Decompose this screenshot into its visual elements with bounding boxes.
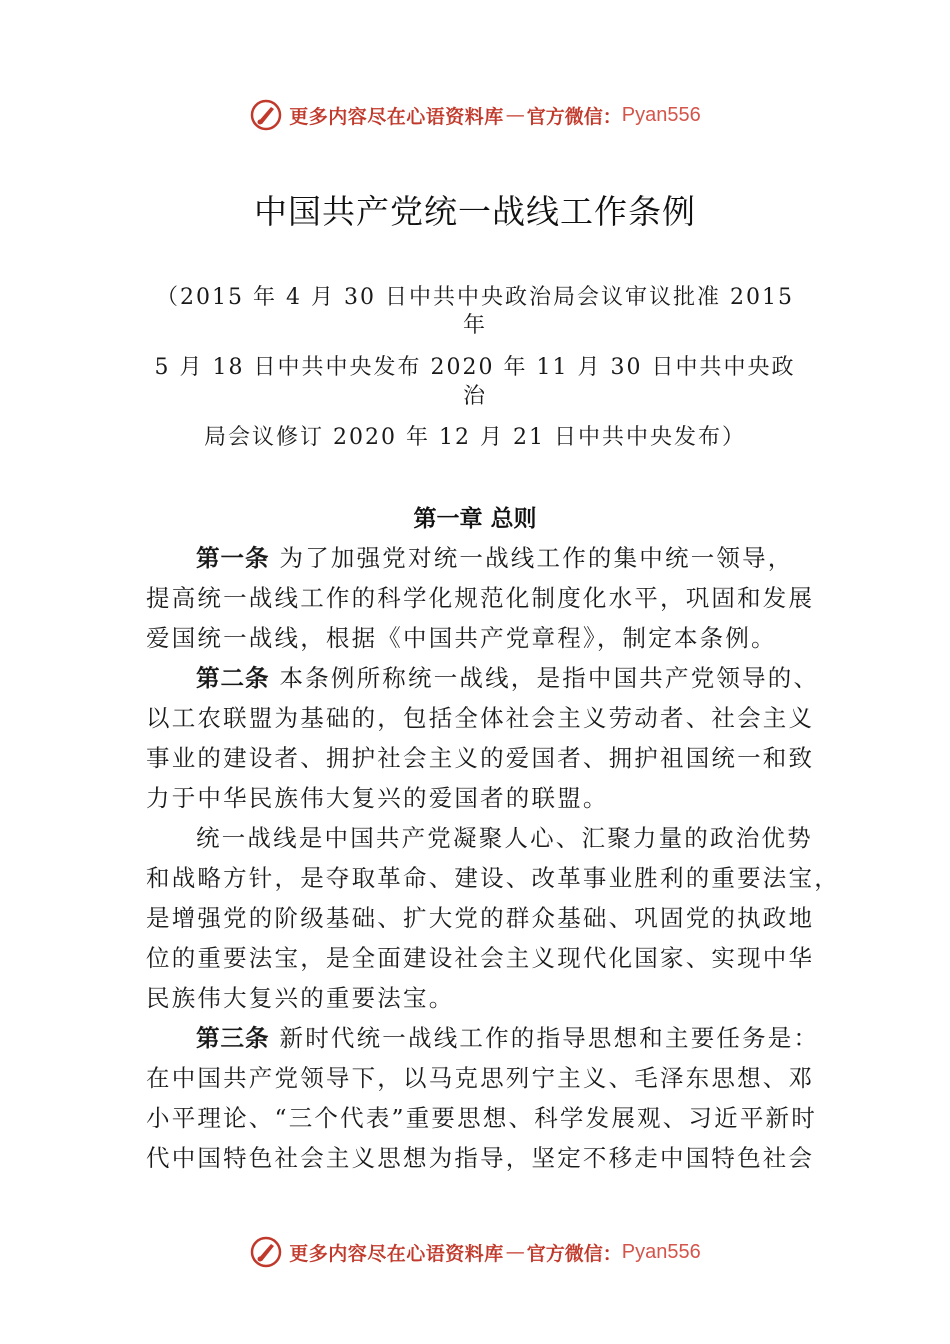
header-watermark [0, 95, 950, 135]
paragraph-line: 是增强党的阶级基础、扩大党的群众基础、巩固党的执政地 [146, 904, 815, 932]
paragraph-line [146, 538, 816, 578]
meta-line-1: （2015 年 4 月 30 日中共中央政治局会议审议批准 2015 [156, 285, 794, 310]
meta-line-5: 局会议修订 2020 年 12 月 21 日中共中央发布） [204, 425, 746, 450]
meta-line-3: 5 月 18 日中共中央发布 2020 年 11 月 30 日中共中央政 [154, 355, 796, 380]
line-text: 新时代统一战线工作的指导思想和主要任务是： [279, 1024, 820, 1052]
article-label: 第三条 [196, 1024, 270, 1052]
brush-logo-icon [249, 1235, 283, 1269]
line-text: 本条例所称统一战线，是指中国共产党领导的、 [279, 664, 820, 692]
paragraph-line: 位的重要法宝，是全面建设社会主义现代化国家、实现中华 [146, 944, 815, 972]
watermark-sub-text: 官方微信： [526, 105, 622, 128]
paragraph-line: 统一战线是中国共产党凝聚人心、汇聚力量的政治优势 [196, 824, 813, 852]
meta-line-2: 年 [462, 313, 487, 338]
line-text: 为了加强党对统一战线工作的集中统一领导， [279, 544, 794, 572]
paragraph-line: 爱国统一战线，根据《中国共产党章程》，制定本条例。 [146, 624, 777, 652]
paragraph-line [146, 658, 820, 698]
article-label: 第二条 [196, 664, 270, 692]
paragraph-line: 民族伟大复兴的重要法宝。 [146, 984, 455, 1012]
paragraph-line [146, 1018, 820, 1058]
paragraph-line: 事业的建设者、拥护社会主义的爱国者、拥护祖国统一和致 [146, 744, 815, 772]
paragraph-line: 在中国共产党领导下，以马克思列宁主义、毛泽东思想、邓 [146, 1064, 815, 1092]
watermark-main-text: 更多内容尽在心语资料库 [289, 1242, 504, 1265]
paragraph-line: 提高统一战线工作的科学化规范化制度化水平，巩固和发展 [146, 584, 815, 612]
watermark-dash: — [505, 1241, 525, 1263]
document-title: 中国共产党统一战线工作条例 [254, 192, 696, 231]
paragraph-line: 代中国特色社会主义思想为指导，坚定不移走中国特色社会 [146, 1144, 815, 1172]
meta-line-4: 治 [462, 384, 487, 409]
paragraph-line: 以工农联盟为基础的，包括全体社会主义劳动者、社会主义 [146, 704, 815, 732]
footer-watermark [0, 1232, 950, 1272]
watermark-dash: — [505, 104, 525, 126]
watermark-sub-text: 官方微信： [526, 1242, 622, 1265]
body-text [146, 538, 840, 1178]
article-label: 第一条 [196, 544, 270, 572]
watermark-id: Pyan556 [621, 1240, 701, 1263]
paragraph-line: 小平理论、“三个代表”重要思想、科学发展观、习近平新时 [146, 1104, 817, 1132]
chapter-heading: 第一章 总则 [413, 506, 537, 532]
brush-logo-icon [249, 98, 283, 132]
watermark-id: Pyan556 [621, 103, 701, 126]
watermark-main-text: 更多内容尽在心语资料库 [289, 105, 504, 128]
paragraph-line: 和战略方针，是夺取革命、建设、改革事业胜利的重要法宝， [146, 864, 840, 892]
paragraph-line: 力于中华民族伟大复兴的爱国者的联盟。 [146, 784, 609, 812]
